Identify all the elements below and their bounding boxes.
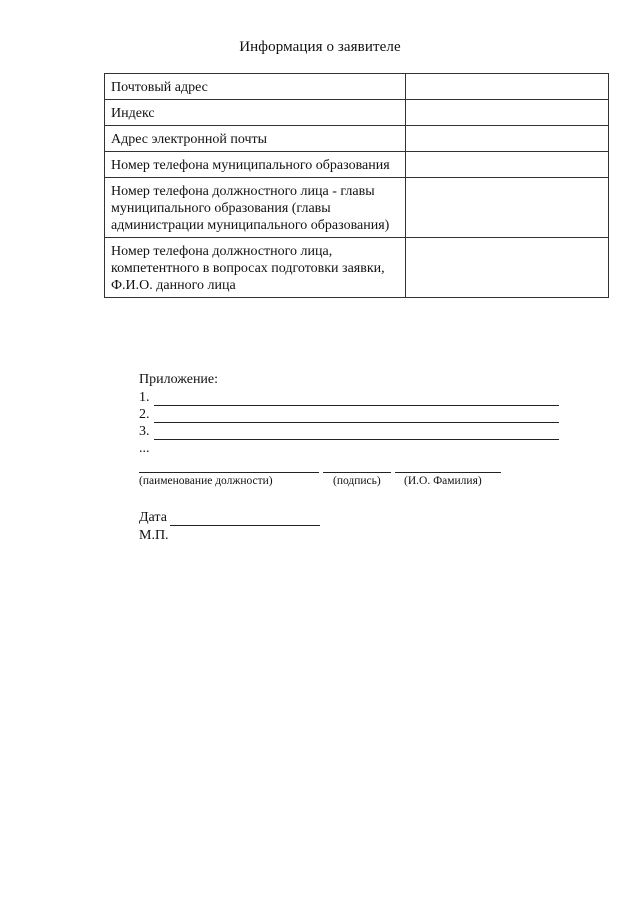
attachment-line [139, 406, 569, 423]
attachment-blank-line [154, 393, 559, 406]
signature-lines [139, 460, 509, 476]
date-blank-line [170, 513, 320, 526]
position-blank-line [139, 472, 319, 473]
applicant-info-table [104, 73, 609, 298]
row-value-postal-index [406, 100, 609, 126]
row-value-municipality-phone [406, 152, 609, 178]
attachment-line [139, 423, 569, 440]
attachment-blank-line [154, 410, 559, 423]
table-row [105, 100, 609, 126]
attachments-title: Приложение: [139, 372, 219, 387]
attachment-number: 3. [139, 424, 150, 439]
row-label-postal-address: Почтовый адрес [105, 74, 406, 100]
row-label-email: Адрес электронной почты [105, 126, 406, 152]
page-title: Информация о заявителе [239, 39, 401, 55]
row-value-responsible-person [406, 238, 609, 298]
table-row [105, 178, 609, 238]
row-value-email [406, 126, 609, 152]
name-blank-line [395, 472, 501, 473]
attachments-ellipsis: ... [139, 441, 150, 456]
attachment-blank-line [154, 427, 559, 440]
row-label-postal-index: Индекс [105, 100, 406, 126]
signature-caption: (подпись) [333, 475, 381, 487]
row-label-head-phone: Номер телефона должностного лица - главы муниципального образования (главы администрации муниципального образования) [105, 178, 406, 238]
attachment-line [139, 389, 569, 406]
table-row [105, 126, 609, 152]
stamp-label: М.П. [139, 528, 169, 543]
attachment-number: 1. [139, 390, 150, 405]
date-label: Дата [139, 510, 167, 525]
table-row [105, 152, 609, 178]
date-row [139, 509, 320, 526]
position-caption: (паименование должности) [139, 475, 273, 487]
row-label-municipality-phone: Номер телефона муниципального образования [105, 152, 406, 178]
name-caption: (И.О. Фамилия) [404, 475, 482, 487]
attachment-number: 2. [139, 407, 150, 422]
table-row [105, 238, 609, 298]
signature-blank-line [323, 472, 391, 473]
row-label-responsible-person: Номер телефона должностного лица, компетентного в вопросах подготовки заявки, Ф.И.О. данного лица [105, 238, 406, 298]
row-value-head-phone [406, 178, 609, 238]
table-row [105, 74, 609, 100]
attachments-section [139, 371, 569, 457]
row-value-postal-address [406, 74, 609, 100]
